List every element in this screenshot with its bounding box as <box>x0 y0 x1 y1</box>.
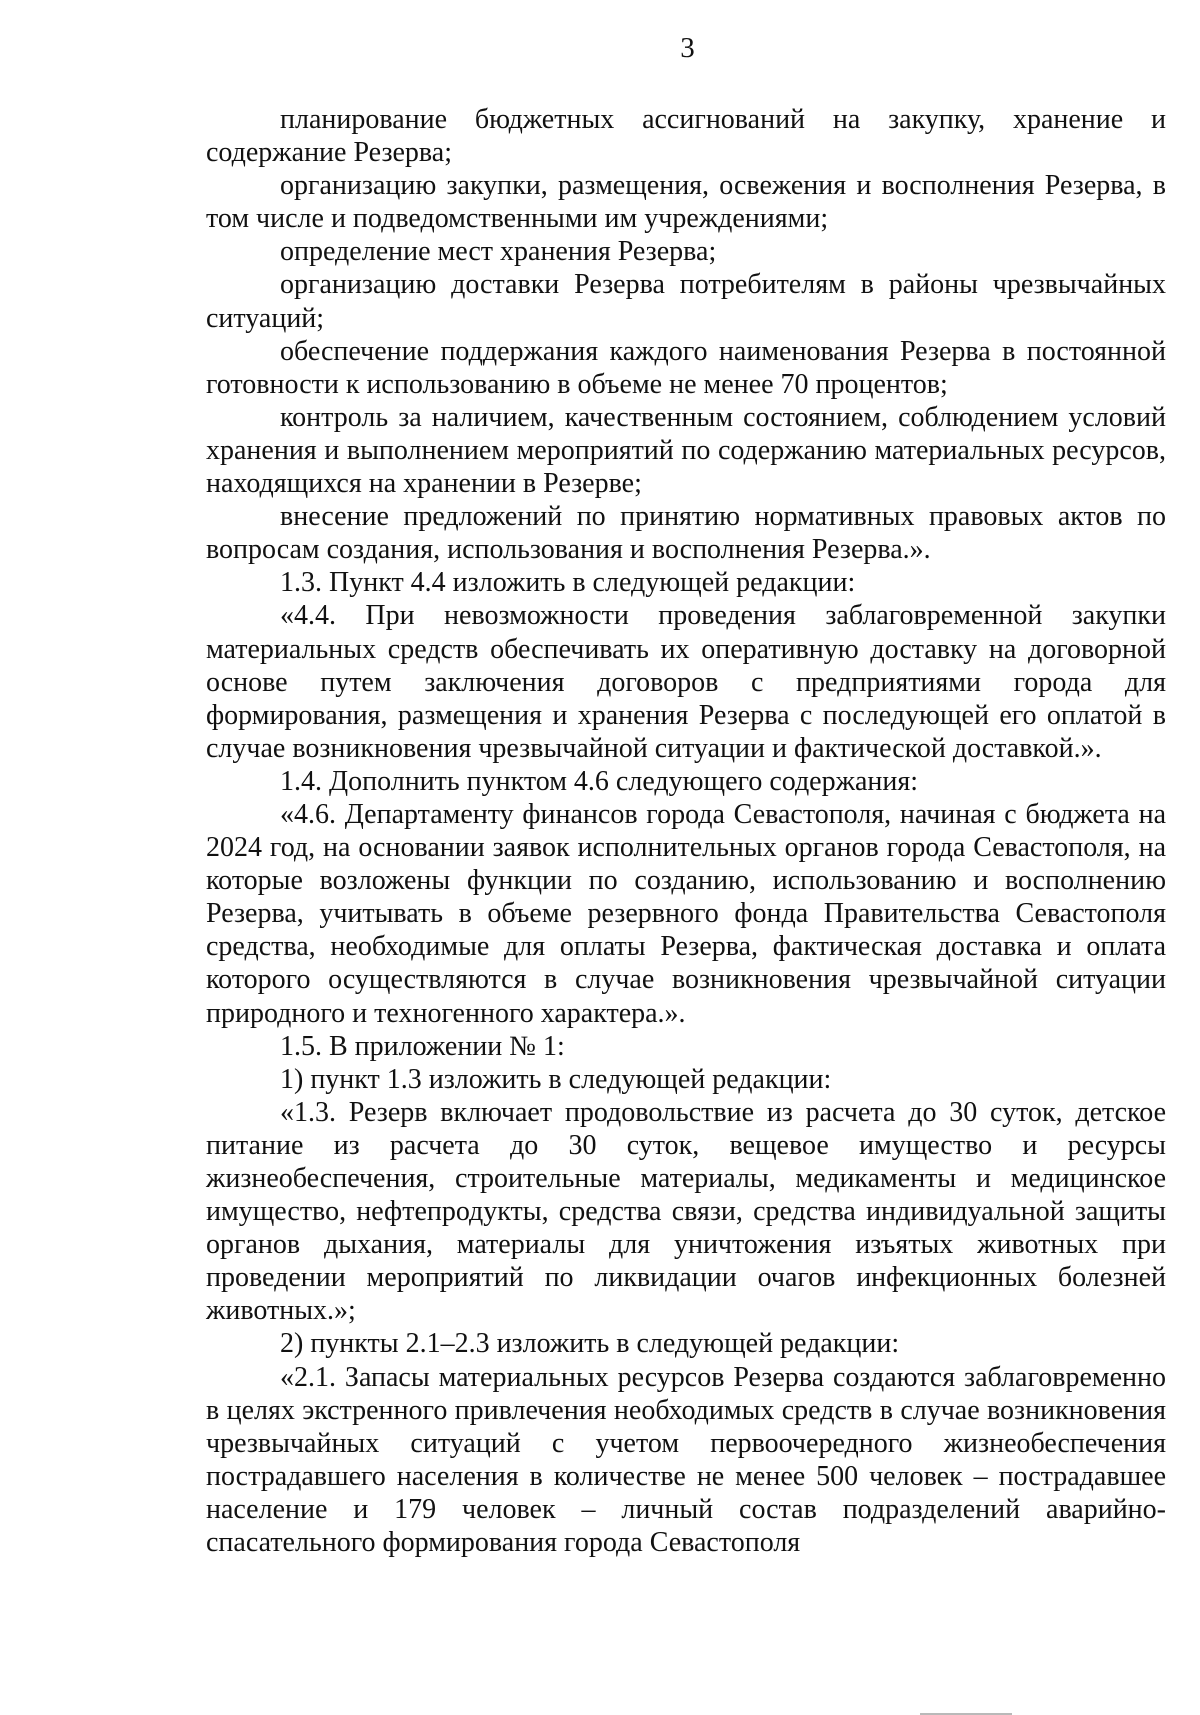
document-body <box>206 103 1166 1559</box>
clause-4-4-text: «4.4. При невозможности проведения заблаговременной закупки материальных средств обеспечивать их оперативную доставку на договорной основе путем заключения договоров с предприятиями города для формирования, размещения и хранения Резерва с последующей его оплатой в случае возникновения чрезвычайной ситуации и фактической доставкой.». <box>206 600 1166 764</box>
clause-2-1-text: «2.1. Запасы материальных ресурсов Резерва создаются заблаговременно в целях экстренного привлечения необходимых средств в случае возникновения чрезвычайных ситуаций с учетом первоочередного жизнеобеспечения пострадавшего населения в количестве не менее 500 человек – пострадавшее население и 179 человек – личный состав подразделений аварийно-спасательного формирования города Севастополя <box>206 1361 1166 1559</box>
subclause-1: 1) пункт 1.3 изложить в следующей редакции: <box>280 1063 832 1095</box>
paragraph-delivery-organization: организацию доставки Резерва потребителям в районы чрезвычайных ситуаций; <box>206 269 1166 334</box>
paragraph-storage-locations: определение мест хранения Резерва; <box>280 236 717 268</box>
clause-4-6-text: «4.6. Департаменту финансов города Севастополя, начиная с бюджета на 2024 год, на основании заявок исполнительных органов города Севастополя, на которые возложены функции по созданию, использованию и восполнению Резерва, учитывать в объеме резервного фонда Правительства Севастополя средства, необходимые для оплаты Резерва, фактическая доставка и оплата которого осуществляются в случае возникновения чрезвычайной ситуации природного и техногенного характера.». <box>206 798 1166 1029</box>
page-number: 3 <box>680 32 695 64</box>
clause-1-4: 1.4. Дополнить пунктом 4.6 следующего содержания: <box>280 765 919 797</box>
paragraph-budget-planning: планирование бюджетных ассигнований на закупку, хранение и содержание Резерва; <box>206 104 1166 169</box>
clause-1-5: 1.5. В приложении № 1: <box>280 1030 565 1062</box>
clause-1-3-text: «1.3. Резерв включает продовольствие из расчета до 30 суток, детское питание из расчета до 30 суток, вещевое имущество и ресурсы жизнеобеспечения, строительные материалы, медикаменты и медицинское имущество, нефтепродукты, средства связи, средства индивидуальной защиты органов дыхания, материалы для уничтожения изъятых животных при проведении мероприятий по ликвидации очагов инфекционных болезней животных.»; <box>206 1096 1166 1327</box>
paragraph-readiness-maintenance: обеспечение поддержания каждого наименования Резерва в постоянной готовности к использованию в объеме не менее 70 процентов; <box>206 335 1166 400</box>
subclause-2: 2) пункты 2.1–2.3 изложить в следующей редакции: <box>280 1328 900 1360</box>
paragraph-legal-proposals: внесение предложений по принятию нормативных правовых актов по вопросам создания, использования и восполнения Резерва.». <box>206 501 1166 566</box>
clause-1-3: 1.3. Пункт 4.4 изложить в следующей редакции: <box>280 567 856 599</box>
paragraph-control: контроль за наличием, качественным состоянием, соблюдением условий хранения и выполнением мероприятий по содержанию материальных ресурсов, находящихся на хранении в Резерве; <box>206 401 1166 500</box>
paragraph-procurement-organization: организацию закупки, размещения, освежения и восполнения Резерва, в том числе и подведомственными им учреждениями; <box>206 170 1166 235</box>
